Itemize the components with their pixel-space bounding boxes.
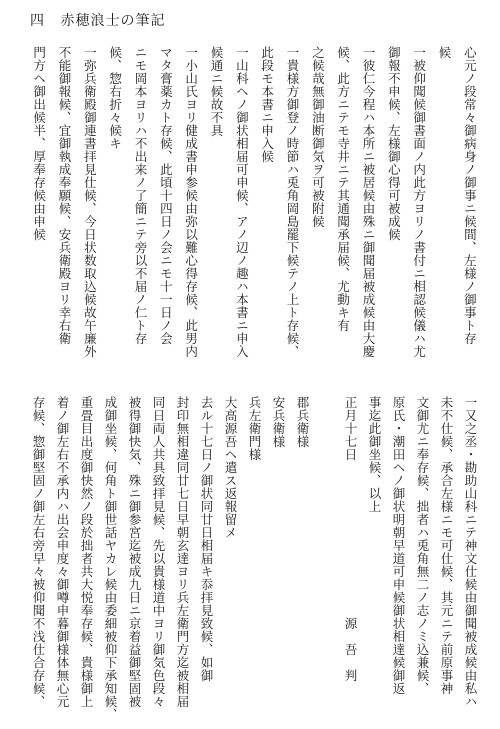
text-column-lower: 一又之丞・勘助山科ニテ神文仕候由御聞被成候由私ハ [463,396,478,708]
text-column-upper: マタ膏薬カト存候、此頃十四日ノ会ニモ十一日ノ会 [158,46,174,345]
text-column-upper: 心元ノ段常々御病身ノ御事ニ候間、左様ノ御事ト存 [462,46,478,345]
text-column-upper: ニモ岡本ヨリハ不出来ノ了簡ニテ旁以不届ノ仁ト存 [133,46,148,345]
text-column-lower: 同日両人共具致拝見候、先以貴様道中ヨリ御気色段々 [151,396,166,708]
text-column-upper: 候通ニ候故不具 [209,46,224,137]
text-column-lower: 原氏・潮田ヘノ御状明朝早道可申候御状相達候御返 [391,396,406,695]
text-column-upper: 一貴様方御登ノ時節ハ兎角岡島罷下候テノ上ト存候、 [285,46,300,358]
text-column-lower: 文御尤ニ奉存候、拙者ハ兎角無二ノ志ノミ込兼候、 [415,396,430,695]
text-column-lower: 存候、惣御堅固ノ御左右旁早々被仰聞不浅仕合存候、 [31,396,46,708]
text-column-upper: 御報不申候、左様御心得可被成候 [386,46,402,241]
chapter-number: 四 [30,13,45,29]
text-column-lower: 封印無相違同廿七日早朝玄達ヨリ兵左衛門方迄被相届 [175,396,190,708]
text-column-lower: 未不仕候、承合左様ニモ可仕候、其元ニテ前原事神 [439,396,454,695]
text-column-lower: 兵左衛門様 [247,396,262,461]
text-column-lower: 事迄此御坐候、以上 [367,396,382,513]
text-column-lower: 去ル十七日ノ御状同廿日相届キ忝拝見致候、如御 [199,396,214,682]
text-column-lower: 正月十七日 源 吾 判 [343,396,358,682]
text-column-upper: 之候哉無御油断御気ヲ可被附候 [310,46,326,228]
text-column-lower: 重畳目出度御快然ノ段於拙者共大悦奉存候、貴様御上 [79,396,94,708]
text-column-lower [317,396,335,716]
chapter-title: 赤穂浪士の筆記 [60,13,166,29]
text-column-upper: 不能御報候、宜御執成奉願候、安兵衛殿ヨリ幸右衛 [57,46,72,345]
text-column-upper: 候、惣右折々候キ [107,46,123,150]
document-body [26,46,482,721]
text-column-upper: 一彼仁今程ハ本所ニ被居候由殊ニ御聞届被成候由大慶 [361,46,376,358]
text-column-upper: 門方ヘ御出候半、厚奉存候由申候 [31,46,47,241]
text-column-upper: 候、此方ニテモ寺井ニテ其通聞承届候、尤動キ有 [335,46,351,332]
text-column-lower: 成御坐候、何角ト御世話ヤカレ候由委細被仰下承知候、 [103,396,118,721]
text-column-lower: 着ノ御左右不承内ハ出会申度々御噂申暮御様体無心元 [55,396,70,708]
text-column-upper: 一小山氏ヨリ健成書申参候由弥以難心得存候、此男内 [183,46,199,358]
text-column-upper: 一山科ヘノ御状相届可申候、アノ辺ノ趣ハ本書ニ申入 [234,46,250,358]
text-column-upper: 此段モ本書ニ申入候 [259,46,275,163]
text-column-upper: 候 [437,46,452,59]
text-column-lower: 被得御快気、殊ニ御参宮迄被成九日ニ京着益御堅固被 [127,396,142,708]
text-column-lower: 大高源吾ヘ遣ス返報留メ [223,396,238,539]
text-column-upper: 一被仰聞候御書面ノ内此方ヨリノ書付ニ相認候儀ハ尤 [411,46,427,358]
text-column-lower: 郡兵衛様 [295,396,310,448]
text-column-upper: 一弥兵衛殿御連書拝見仕候、今日状数取込候故午廉外 [82,46,98,358]
page-header [30,10,175,30]
text-column-lower: 安兵衛様 [271,396,286,448]
